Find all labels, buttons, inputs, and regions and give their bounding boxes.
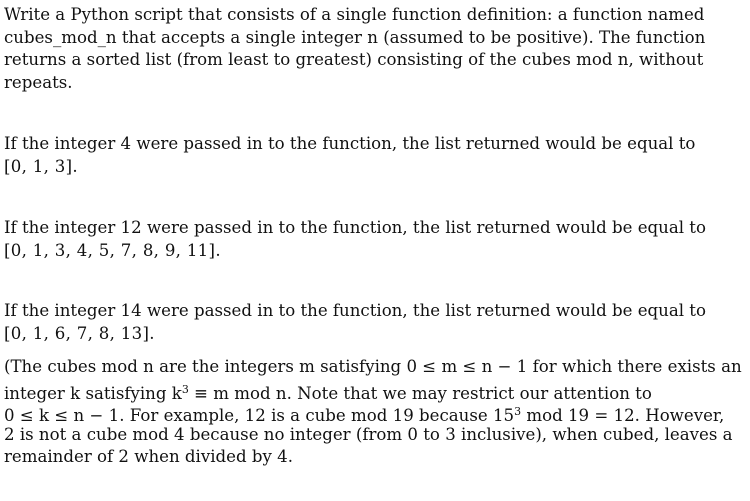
example-2-text: If the integer 12 were passed in to the function, the list returned would be equal to [4,218,706,237]
example-1-paragraph [4,133,744,178]
note-paragraph [4,356,744,469]
example-1-list: [0, 1, 3]. [4,156,78,176]
note-line-2-start: integer k satisfying k [4,383,182,403]
note-line-3-exponent: 3 [514,405,522,418]
note-line-3 [4,401,744,424]
intro-paragraph [4,4,744,94]
example-3-paragraph [4,300,744,345]
intro-line-3: returns a sorted list (from least to greatest) consisting of the cubes mod n, without [4,50,704,69]
note-line-3-end: mod 19 = 12. However, [521,406,725,425]
note-line-2-exponent: 3 [181,382,189,396]
example-2-paragraph [4,217,744,262]
note-line-4: 2 is not a cube mod 4 because no integer (from 0 to 3 inclusive), when cubed, leaves a [4,424,733,444]
note-line-2-end: ≡ m mod n. Note that we may restrict our attention to [188,383,652,403]
note-line-2 [4,379,744,402]
intro-line-2: cubes_mod_n that accepts a single integer n (assumed to be positive). The function [4,27,706,47]
example-1-text: If the integer 4 were passed in to the function, the list returned would be equal to [4,134,696,153]
example-2-list: [0, 1, 3, 4, 5, 7, 8, 9, 11]. [4,240,221,260]
example-3-text: If the integer 14 were passed in to the function, the list returned would be equal to [4,301,706,320]
intro-line-4: repeats. [4,72,73,92]
note-line-1: (The cubes mod n are the integers m satisfying 0 ≤ m ≤ n − 1 for which there exists an [4,357,742,376]
note-line-3-start: 0 ≤ k ≤ n − 1. For example, 12 is a cube mod 19 because 15 [4,406,515,425]
document-page [4,0,746,501]
intro-line-1: Write a Python script that consists of a single function definition: a function named [4,5,705,24]
note-line-5: remainder of 2 when divided by 4. [4,447,293,466]
example-3-list: [0, 1, 6, 7, 8, 13]. [4,323,155,343]
